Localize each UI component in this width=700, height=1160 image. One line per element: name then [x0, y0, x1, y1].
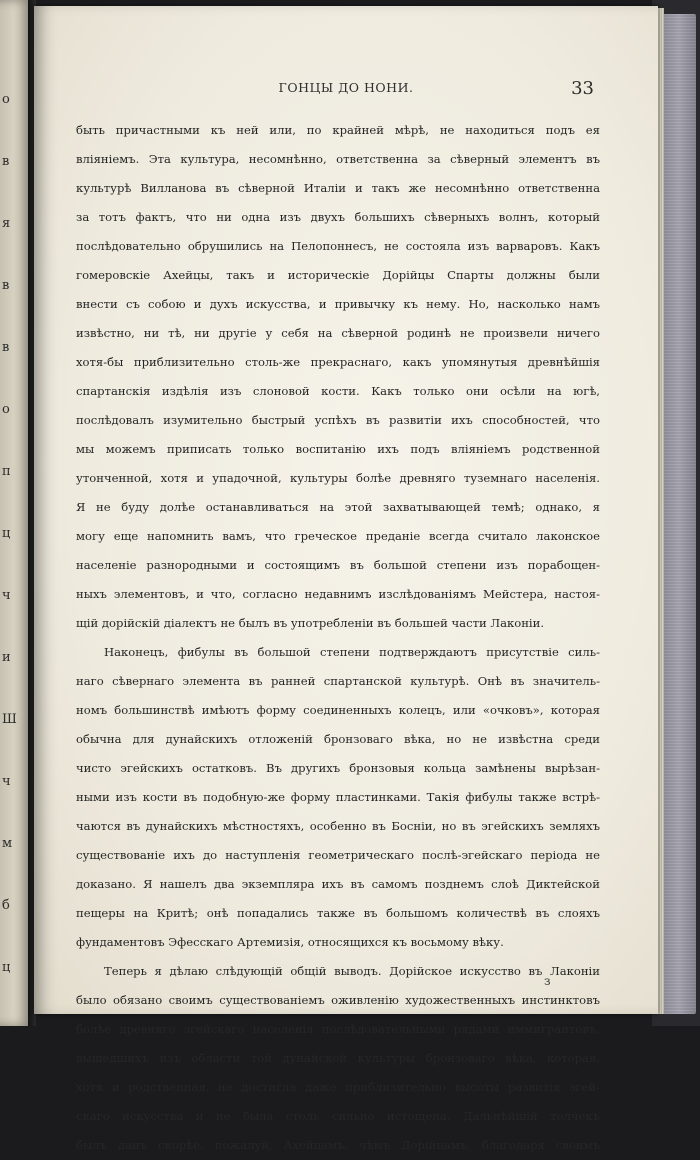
text-line: вышедшихъ изъ области той дунайской культуры бронзоваго вѣка, которая,: [76, 1051, 600, 1065]
left-page-fragment: ч: [2, 774, 11, 789]
text-line: за тотъ фактъ, что ни одна изъ двухъ большихъ сѣверныхъ волнъ, который: [76, 210, 600, 224]
text-line: быть причастными къ ней или, по крайней мѣрѣ, не находиться подъ ея: [76, 123, 600, 137]
cloth-cover: [662, 14, 696, 1014]
text-line: населеніе разнородными и состоящимъ въ большой степени изъ порабощен-: [76, 558, 600, 572]
left-page-fragment: ц: [2, 526, 11, 541]
left-page-fragment: в: [2, 154, 10, 169]
left-page-fragment: п: [2, 464, 11, 479]
text-line: номъ большинствѣ имѣютъ форму соединенныхъ колецъ, или «очковъ», которая: [76, 703, 600, 717]
text-line: существованіе ихъ до наступленія геометрическаго послѣ-эгейскаго періода не: [76, 848, 600, 862]
text-line: Я не буду долѣе останавливаться на этой захватывающей темѣ; однако, я: [76, 500, 600, 514]
text-line: извѣстно, ни тѣ, ни другіе у себя на сѣверной родинѣ не произвели ничего: [76, 326, 600, 340]
text-line: болѣе древняго эгейскаго населенія послѣдовательными рядами иммигрантовъ,: [76, 1022, 600, 1036]
left-page-fragment: ц: [2, 960, 11, 975]
page-number: 33: [571, 78, 594, 99]
text-line: хотя и родственная, не достигла даже приблизительно высоты развитія эгей-: [76, 1080, 600, 1094]
text-line: доказано. Я нашелъ два экземпляра ихъ въ самомъ позднемъ слоѣ Диктейской: [76, 877, 600, 891]
text-line: чисто эгейскихъ остатковъ. Въ другихъ бронзовыя кольца замѣнены вырѣзан-: [76, 761, 600, 775]
book-page: [34, 6, 658, 1152]
text-line: фундаментовъ Эфесскаго Артемизія, относящихся къ восьмому вѣку.: [76, 935, 504, 949]
text-line: хотя-бы приблизительно столь-же прекраснаго, какъ упомянутыя древнѣйшія: [76, 355, 600, 369]
left-page-fragment: я: [2, 216, 11, 231]
text-line: пещеры на Критѣ; онѣ попадались также въ большомъ количествѣ въ слояхъ: [76, 906, 600, 920]
left-page-fragment: Ш: [2, 712, 17, 727]
text-line: скаго искусства и не была столь сильно истощена. Дальнѣйшій толчекъ: [76, 1109, 600, 1123]
text-line: щій дорійскій діалектъ не былъ въ употребленіи въ большей части Лаконіи.: [76, 616, 545, 630]
text-line: было обязано своимъ существованіемъ оживленію художественныхъ инстинктовъ: [76, 993, 600, 1007]
text-line: наго сѣвернаго элемента въ ранней спартанской культурѣ. Онѣ въ значитель-: [76, 674, 600, 688]
text-line: утонченной, хотя и упадочной, культуры болѣе древняго туземнаго населенія.: [76, 471, 600, 485]
text-line: былъ данъ скорѣе, пожалуй, Ахейцамъ, чѣмъ Дорійцамъ, благодаря своимъ: [76, 1138, 600, 1152]
text-line: ными изъ кости въ подобную-же форму пластинками. Такія фибулы также встрѣ-: [76, 790, 600, 804]
text-line: ныхъ элементовъ, и что, согласно недавнимъ изслѣдованіямъ Мейстера, настоя-: [76, 587, 600, 601]
text-line: чаются въ дунайскихъ мѣстностяхъ, особенно въ Босніи, но въ эгейскихъ земляхъ: [76, 819, 600, 833]
left-page-fragment: о: [2, 92, 10, 107]
left-page-fragment: о: [2, 402, 10, 417]
signature-mark: з: [544, 974, 551, 988]
running-head: ГОНЦЫ ДО НОНИ.: [278, 80, 414, 95]
text-line: культурѣ Вилланова въ сѣверной Италіи и такъ же несомнѣнно ответственна: [76, 181, 600, 195]
text-line: мы можемъ приписать только воспитанію ихъ подъ вліяніемъ родственной: [76, 442, 600, 456]
body-text: [76, 116, 600, 1160]
text-line: вліяніемъ. Эта культура, несомнѣнно, ответственна за сѣверный элементъ въ: [76, 152, 600, 166]
left-page-fragment: м: [2, 836, 13, 851]
text-line: Теперь я дѣлаю слѣдующій общій выводъ. Дорійское искусство въ Лаконіи: [104, 964, 600, 978]
text-line: послѣдовательно обрушились на Пелопоннесъ, не состояла изъ варваровъ. Какъ: [76, 239, 600, 253]
text-line: спартанскія издѣлія изъ слоновой кости. Какъ только они осѣли на югѣ,: [76, 384, 600, 398]
left-page-fragment: в: [2, 278, 10, 293]
text-line: Наконецъ, фибулы въ большой степени подтверждаютъ присутствіе силь-: [104, 645, 600, 659]
left-page-fragment: б: [2, 898, 10, 913]
left-page-fragment: и: [2, 650, 11, 665]
left-page-fragment: ч: [2, 588, 11, 603]
left-page-edge: [0, 0, 30, 1026]
text-line: гомеровскіе Ахейцы, такъ и историческіе Дорійцы Спарты должны были: [76, 268, 600, 282]
text-line: обычна для дунайскихъ отложеній бронзоваго вѣка, но не извѣстна среди: [76, 732, 600, 746]
left-page-fragment: в: [2, 340, 10, 355]
text-line: могу еще напомнить вамъ, что греческое преданіе всегда считало лаконское: [76, 529, 600, 543]
text-line: послѣдовалъ изумительно быстрый успѣхъ въ развитіи ихъ способностей, что: [76, 413, 600, 427]
text-line: внести съ собою и духъ искусства, и привычку къ нему. Но, насколько намъ: [76, 297, 600, 311]
